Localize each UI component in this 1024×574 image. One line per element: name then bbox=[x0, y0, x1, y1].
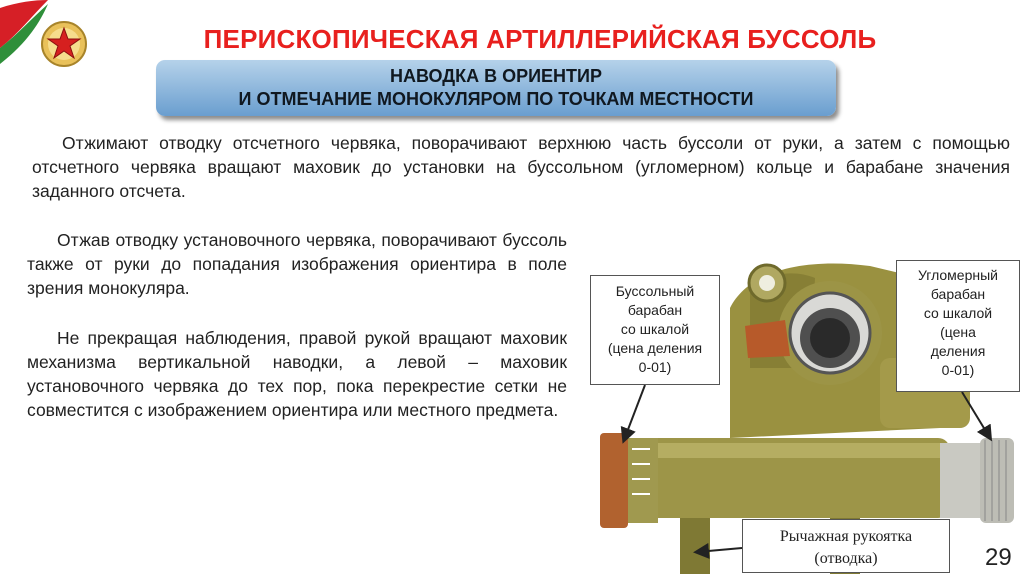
page-title: ПЕРИСКОПИЧЕСКАЯ АРТИЛЛЕРИЙСКАЯ БУССОЛЬ bbox=[203, 24, 877, 54]
banner-line-2: И ОТМЕЧАНИЕ МОНОКУЛЯРОМ ПО ТОЧКАМ МЕСТНОСТИ bbox=[238, 89, 754, 109]
banner-line-1: НАВОДКА В ОРИЕНТИР bbox=[389, 66, 602, 86]
lever-handle-callout: Рычажная рукоятка (отводка) bbox=[742, 519, 950, 573]
page-number: 29 bbox=[985, 544, 1012, 571]
paragraph-1: Отжимают отводку отсчетного червяка, поворачивают верхнюю часть буссоли от руки, а затем с помощью отсчетного червяка вращают маховик до установки на буссольном (угломерном) кольце и барабане значения заданного отсчета. bbox=[32, 133, 1010, 201]
subtitle-banner bbox=[156, 60, 836, 116]
compass-drum-callout: Буссольный барабан со шкалой (цена деления 0-01) bbox=[590, 275, 720, 385]
paragraph-3: Не прекращая наблюдения, правой рукой вращают маховик механизма вертикальной наводки, а левой – маховик установочного червяка до тех пор, пока перекрестие сетки не совместится с изображением ориентира или местного предмета. bbox=[27, 328, 567, 420]
goniometer-drum-callout: Угломерный барабан со шкалой (цена деления 0-01) bbox=[896, 260, 1020, 392]
paragraph-2: Отжав отводку установочного червяка, поворачивают буссоль также от руки до попадания изображения ориентира в поле зрения монокуляра. bbox=[27, 230, 567, 298]
red-star-emblem-icon bbox=[40, 20, 88, 68]
